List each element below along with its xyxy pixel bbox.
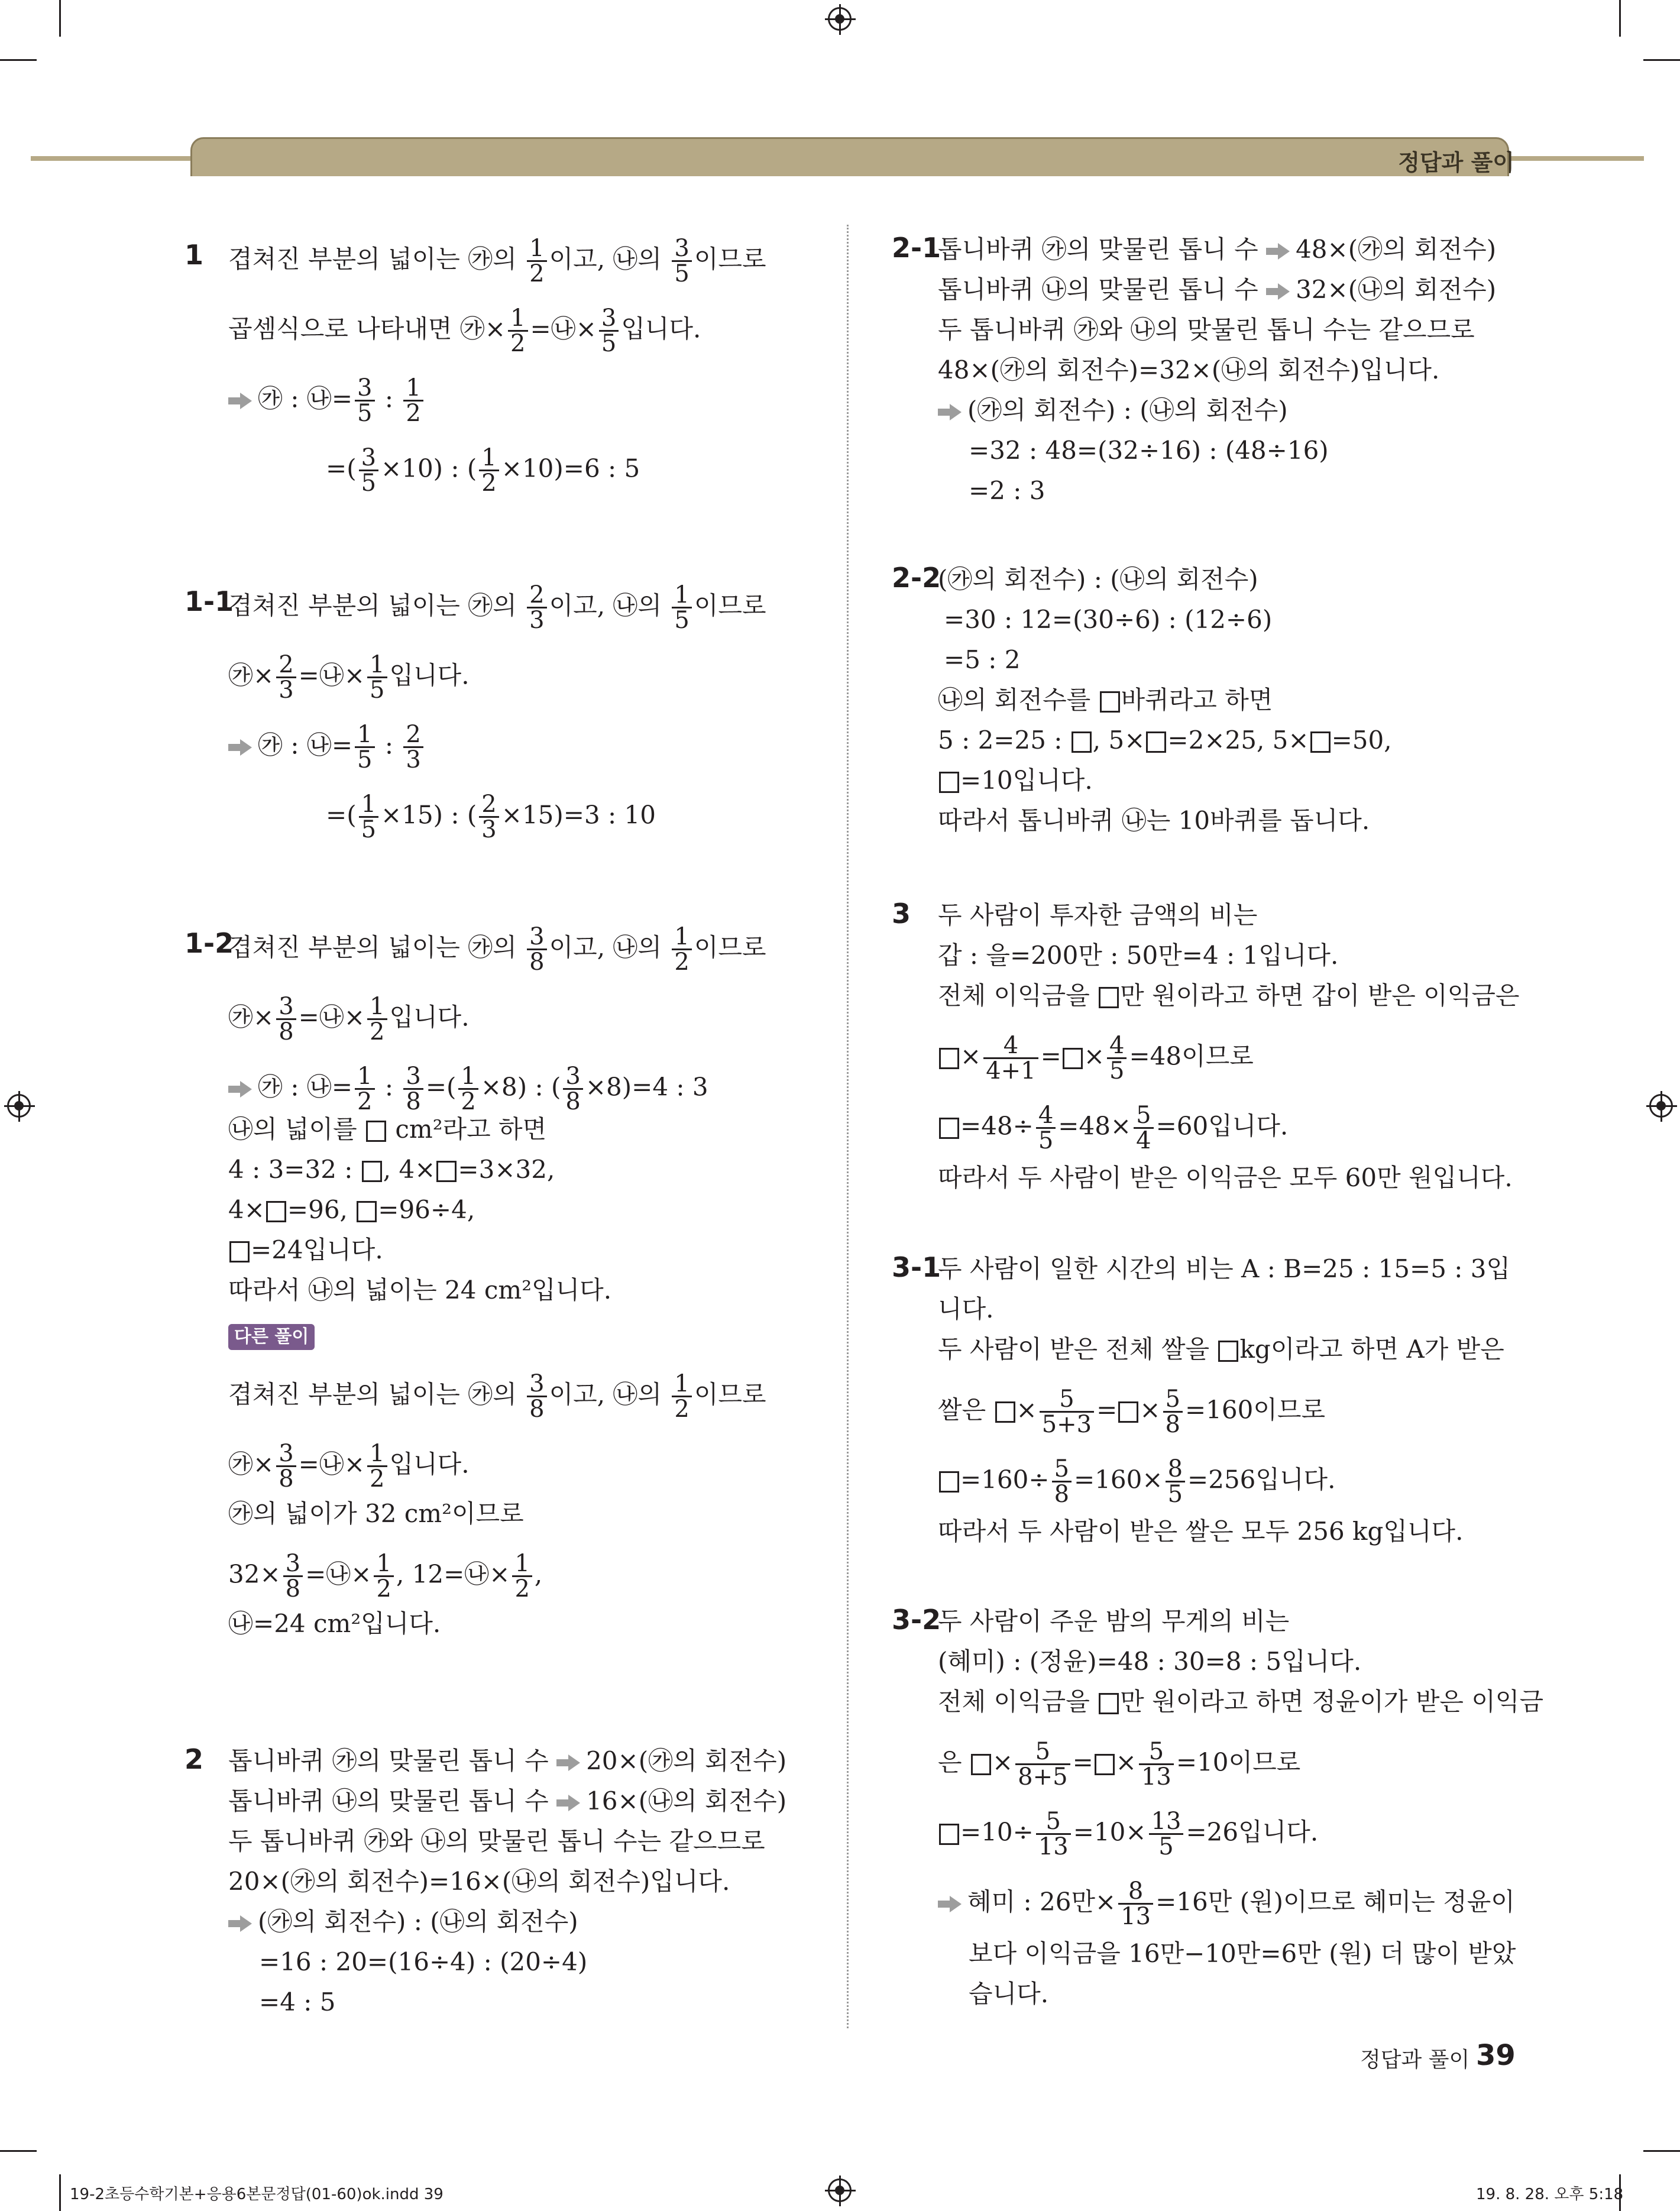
problem-1: 겹쳐진 부분의 넓이는 ㉮의 $\frac{1}{2}$ 이고, ㉯의 $\frac{3}{5}$ 이므로 곱셈식으로 나타내면 ㉮× $\frac{1}{2}$ =㉯× $\frac{3}{5}$ 입니다. ㉮ : ㉯= $\frac{3}{5}$ : $\frac{1}{2}$ =( $\frac{3}{5}$ ×10) : ( $\frac{1}{2}$ ×10)=6 : 5 xyxy=(228,235,766,497)
problem-1-2: 겹쳐진 부분의 넓이는 ㉮의 $\frac{3}{8}$ 이고, ㉯의 $\frac{1}{2}$ 이므로 ㉮× $\frac{3}{8}$ =㉯× $\frac{1}{2}$ 입니다. ㉮ : ㉯= $\frac{1}{2}$ : $\frac{3}{8}$ =( $\frac{1}{2}$ ×8) : ( $\frac{3}{8}$ ×8)=4 : 3 ㉯의 넓이를 cm²라고 하면 4 : 3=32 : , 4× =3×32, 4× =96, =96÷4, =24입니다. 따라서 ㉯의 넓이는 24 cm²입니다. 다른 풀이 겹쳐진 부분의 넓이는 ㉮의 $\frac{3}{8}$ 이고, ㉯의 $\frac{1}{2}$ 이므로 ㉮× $\frac{3}{8}$ =㉯× $\frac{1}{2}$ 입니다. ㉮의 넓이가 32 cm²이므로 32× $\frac{3}{8}$ =㉯× $\frac{1}{2}$ , 12=㉯× $\frac{1}{2}$ , ㉯=24 cm²입니다. xyxy=(228,923,766,1638)
registration-mark-icon xyxy=(828,7,852,31)
arrow-icon xyxy=(938,1896,962,1912)
blank-box xyxy=(1118,1401,1138,1423)
blank-box xyxy=(1146,731,1166,753)
registration-mark-icon xyxy=(1649,1094,1673,1118)
arrow-icon xyxy=(1266,243,1290,260)
crop-mark xyxy=(0,59,37,61)
problem-number: 2-1 xyxy=(892,232,941,264)
problem-3-2: 두 사람이 주운 밤의 무게의 비는 (혜미) : (정윤)=48 : 30=8 : 5입니다. 전체 이익금을 만 원이라고 하면 정윤이가 받은 이익금 은 × $\frac{5}{8+5}$ = × $\frac{5}{13}$ =10이므로 =10÷ $\frac{5}{13}$ =10× $\frac{13}{5}$ =26입니다. 혜미 : 26만× $\frac{8}{13}$ =16만 (원)이므로 혜미는 정윤이 보다 이익금을 16만−10만=6만 (원) 더 많이 받았 습니다. xyxy=(938,1607,1544,2008)
blank-box xyxy=(362,1161,382,1182)
blank-box xyxy=(1095,1754,1115,1775)
blank-box xyxy=(1099,1693,1119,1714)
blank-box xyxy=(436,1161,457,1182)
problem-number: 1 xyxy=(184,239,204,271)
problem-3: 두 사람이 투자한 금액의 비는 갑 : 을=200만 : 50만=4 : 1입니다. 전체 이익금을 만 원이라고 하면 갑이 받은 이익금은 × $\frac{4}{4+1}$ = × $\frac{4}{5}$ =48이므로 =48÷ $\frac{4}{5}$ =48× $\frac{5}{4}$ =60입니다. 따라서 두 사람이 받은 이익금은 모두 60만 원입니다. xyxy=(938,901,1520,1192)
crop-mark xyxy=(1619,0,1621,37)
column-divider xyxy=(847,225,849,2028)
arrow-icon xyxy=(556,1795,580,1811)
blank-box xyxy=(939,1048,959,1069)
problem-number: 1-1 xyxy=(184,585,234,617)
problem-1-1: 겹쳐진 부분의 넓이는 ㉮의 $\frac{2}{3}$ 이고, ㉯의 $\frac{1}{5}$ 이므로 ㉮× $\frac{2}{3}$ =㉯× $\frac{1}{5}$ 입니다. ㉮ : ㉯= $\frac{1}{5}$ : $\frac{2}{3}$ =( $\frac{1}{5}$ ×15) : ( $\frac{2}{3}$ ×15)=3 : 10 xyxy=(228,581,766,843)
problem-number: 2-2 xyxy=(892,562,941,594)
arrow-icon xyxy=(1266,283,1290,300)
blank-box xyxy=(1310,731,1331,753)
problem-2-1: 톱니바퀴 ㉮의 맞물린 톱니 수 48×(㉮의 회전수) 톱니바퀴 ㉯의 맞물린 톱니 수 32×(㉯의 회전수) 두 톱니바퀴 ㉮와 ㉯의 맞물린 톱니 수는 같으므로 48×(㉮의 회전수)=32×(㉯의 회전수)입니다. (㉮의 회전수) : (㉯의 회전수) =32 : 48=(32÷16) : (48÷16) =2 : 3 xyxy=(938,235,1497,505)
crop-mark xyxy=(59,0,61,37)
arrow-icon xyxy=(228,1915,252,1932)
blank-box xyxy=(939,1824,959,1845)
crop-mark xyxy=(1643,2150,1680,2152)
other-solution-badge: 다른 풀이 xyxy=(228,1324,315,1350)
arrow-icon xyxy=(556,1754,580,1771)
blank-box xyxy=(266,1201,286,1222)
problem-number: 1-2 xyxy=(184,927,234,959)
arrow-icon xyxy=(228,1081,252,1098)
blank-box xyxy=(229,1241,250,1262)
blank-box xyxy=(971,1754,991,1775)
page-number: 39 xyxy=(1476,2039,1516,2072)
arrow-icon xyxy=(228,393,252,409)
problem-number: 2 xyxy=(184,1743,204,1775)
crop-mark xyxy=(59,2174,61,2211)
problem-2-2: (㉮의 회전수) : (㉯의 회전수) =30 : 12=(30÷6) : (12÷6) =5 : 2 ㉯의 회전수를 바퀴라고 하면 5 : 2=25 : , 5× =2×25, 5× =50, =10입니다. 따라서 톱니바퀴 ㉯는 10바퀴를 돕니다. xyxy=(938,565,1392,835)
blank-box xyxy=(939,772,959,793)
problem-number: 3-1 xyxy=(892,1251,941,1283)
header-title: 정답과 풀이 xyxy=(1398,150,1514,176)
registration-mark-icon xyxy=(828,2178,852,2202)
blank-box xyxy=(1063,1048,1083,1069)
blank-box xyxy=(939,1471,959,1493)
page-label: 정답과 풀이 xyxy=(1360,2048,1470,2072)
problem-number: 3-2 xyxy=(892,1604,941,1636)
blank-box xyxy=(939,1118,959,1139)
blank-box xyxy=(1218,1341,1238,1362)
blank-box xyxy=(1099,987,1119,1008)
blank-box xyxy=(1100,691,1120,713)
arrow-icon xyxy=(228,739,252,756)
problem-3-1: 두 사람이 일한 시간의 비는 A : B=25 : 15=5 : 3입 니다. 두 사람이 받은 전체 쌀을 kg이라고 하면 A가 받은 쌀은 × $\frac{5}{5+3}$ = × $\frac{5}{8}$ =160이므로 =160÷ $\frac{5}{8}$ =160× $\frac{8}{5}$ =256입니다. 따라서 두 사람이 받은 쌀은 모두 256 kg입니다. xyxy=(938,1254,1511,1546)
crop-mark xyxy=(1643,59,1680,61)
crop-mark xyxy=(0,2150,37,2152)
blank-box xyxy=(1072,731,1092,753)
footer-filename: 19-2초등수학기본+응용6본문정답(01-60)ok.indd 39 xyxy=(70,2186,444,2203)
problem-2: 톱니바퀴 ㉮의 맞물린 톱니 수 20×(㉮의 회전수) 톱니바퀴 ㉯의 맞물린 톱니 수 16×(㉯의 회전수) 두 톱니바퀴 ㉮와 ㉯의 맞물린 톱니 수는 같으므로 20×(㉮의 회전수)=16×(㉯의 회전수)입니다. (㉮의 회전수) : (㉯의 회전수) =16 : 20=(16÷4) : (20÷4) =4 : 5 xyxy=(228,1746,787,2016)
blank-box xyxy=(995,1401,1015,1423)
registration-mark-icon xyxy=(7,1094,31,1118)
problem-number: 3 xyxy=(892,898,911,930)
blank-box xyxy=(357,1201,377,1222)
footer-datetime: 19. 8. 28. 오후 5:18 xyxy=(1476,2186,1624,2203)
header-tab xyxy=(190,137,1509,176)
arrow-icon xyxy=(938,404,962,420)
blank-box xyxy=(366,1121,386,1142)
